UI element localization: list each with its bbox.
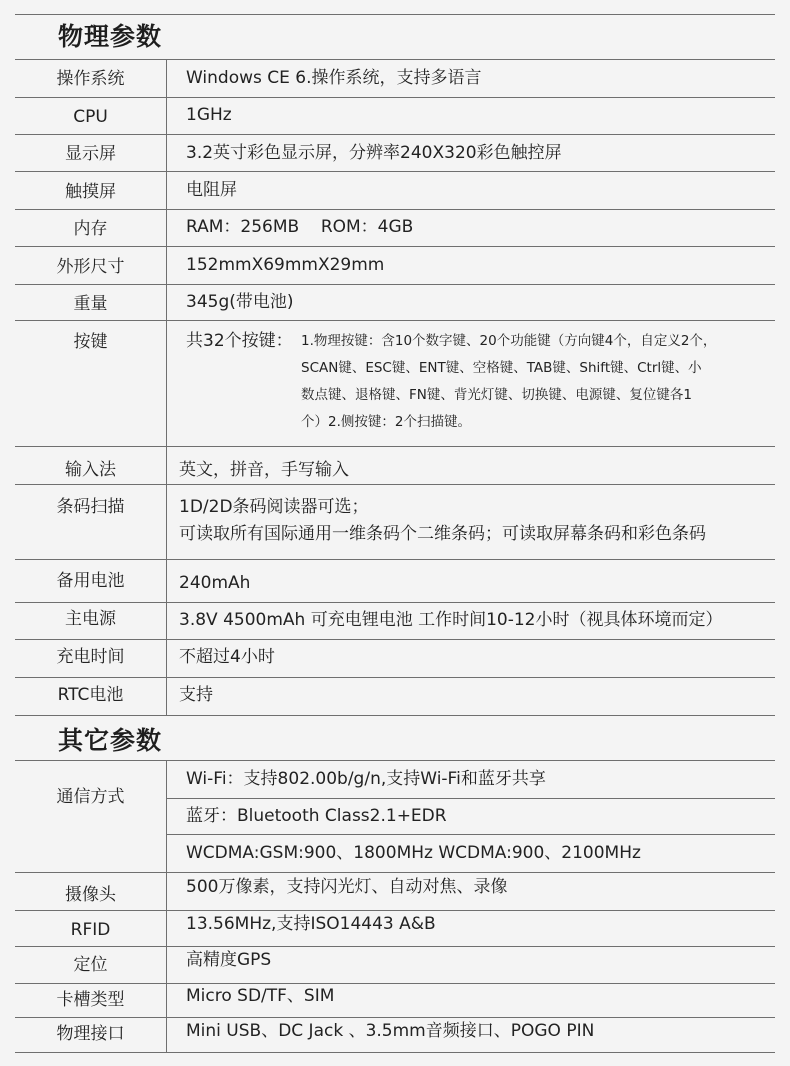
- keys-detail-line: SCAN键、ESC键、ENT键、空格键、TAB键、Shift键、Ctrl键、小: [301, 360, 702, 376]
- spec-value: 支持: [179, 685, 213, 705]
- spec-label: 卡槽类型: [56, 990, 125, 1010]
- spec-value: Mini USB、DC Jack 、3.5mm音频接口、POGO PIN: [186, 1021, 595, 1041]
- spec-label: 重量: [73, 294, 108, 314]
- column-divider: [166, 760, 167, 1052]
- divider: [15, 284, 775, 285]
- section-title-physical: 物理参数: [58, 22, 163, 51]
- keys-detail-line: 个）2.侧按键：2个扫描键。: [301, 414, 471, 430]
- divider: [15, 559, 775, 560]
- divider: [15, 484, 775, 485]
- spec-label: 定位: [73, 955, 108, 975]
- spec-label: 内存: [73, 219, 108, 239]
- spec-value: 1GHz: [186, 105, 232, 125]
- divider: [15, 677, 775, 678]
- divider: [15, 1017, 775, 1018]
- spec-value: Windows CE 6.操作系统，支持多语言: [186, 68, 482, 88]
- spec-label: 备用电池: [56, 571, 125, 591]
- spec-label: 充电时间: [56, 647, 125, 667]
- divider: [15, 872, 775, 873]
- spec-label: 通信方式: [56, 787, 125, 807]
- keys-prefix: 共32个按键：: [186, 331, 293, 351]
- spec-value: 3.8V 4500mAh 可充电锂电池 工作时间10-12小时（视具体环境而定）: [179, 610, 723, 630]
- divider: [15, 602, 775, 603]
- spec-value: RAM：256MB ROM：4GB: [186, 217, 414, 237]
- divider: [15, 910, 775, 911]
- spec-value: 240mAh: [179, 573, 251, 593]
- keys-detail-line: 数点键、退格键、FN键、背光灯键、切换键、电源键、复位键各1: [301, 387, 692, 403]
- spec-value: 高精度GPS: [186, 950, 272, 970]
- spec-label: 触摸屏: [65, 182, 116, 202]
- divider: [15, 1052, 775, 1053]
- spec-label: 显示屏: [65, 144, 116, 164]
- spec-label: 主电源: [65, 609, 116, 629]
- divider: [15, 246, 775, 247]
- spec-value: 蓝牙：Bluetooth Class2.1+EDR: [186, 806, 447, 826]
- keys-detail-line: 1.物理按键：含10个数字键、20个功能键（方向键4个，自定义2个，: [301, 333, 717, 349]
- spec-value: 电阻屏: [186, 180, 237, 200]
- spec-value: 152mmX69mmX29mm: [186, 255, 385, 275]
- spec-value: 13.56MHz,支持ISO14443 A&B: [186, 914, 436, 934]
- divider: [15, 209, 775, 210]
- divider: [15, 134, 775, 135]
- spec-value: 500万像素，支持闪光灯、自动对焦、录像: [186, 877, 508, 897]
- divider: [15, 59, 775, 60]
- section-title-other: 其它参数: [58, 726, 163, 755]
- keys-detail: [301, 328, 716, 436]
- spec-value: Wi-Fi：支持802.00b/g/n,支持Wi-Fi和蓝牙共享: [186, 769, 546, 789]
- divider: [15, 760, 775, 761]
- spec-value: Micro SD/TF、SIM: [186, 986, 335, 1006]
- spec-label: CPU: [73, 107, 108, 127]
- spec-label: 物理接口: [56, 1024, 125, 1044]
- spec-label: 条码扫描: [56, 497, 125, 517]
- divider: [15, 171, 775, 172]
- divider: [15, 320, 775, 321]
- spec-value: 英文，拼音，手写输入: [179, 460, 349, 480]
- divider: [15, 983, 775, 984]
- column-divider: [166, 59, 167, 715]
- spec-label: 摄像头: [65, 885, 116, 905]
- divider: [15, 97, 775, 98]
- spec-label: 输入法: [65, 460, 116, 480]
- spec-value: 不超过4小时: [179, 647, 275, 667]
- divider: [15, 946, 775, 947]
- spec-label: 外形尺寸: [56, 257, 125, 277]
- spec-value: 1D/2D条码阅读器可选；: [179, 497, 369, 517]
- divider: [15, 715, 775, 716]
- spec-label: RFID: [70, 920, 111, 940]
- divider: [166, 834, 775, 835]
- spec-label: RTC电池: [57, 685, 124, 705]
- spec-value: 3.2英寸彩色显示屏，分辨率240X320彩色触控屏: [186, 143, 562, 163]
- spec-value: WCDMA:GSM:900、1800MHz WCDMA:900、2100MHz: [186, 843, 641, 863]
- spec-label: 按键: [73, 332, 108, 352]
- spec-value: 可读取所有国际通用一维条码个二维条码；可读取屏幕条码和彩色条码: [179, 524, 706, 544]
- divider: [15, 14, 775, 15]
- spec-value: 345g(带电池): [186, 292, 294, 312]
- divider: [15, 446, 775, 447]
- spec-label: 操作系统: [56, 69, 125, 89]
- divider: [15, 639, 775, 640]
- divider: [166, 798, 775, 799]
